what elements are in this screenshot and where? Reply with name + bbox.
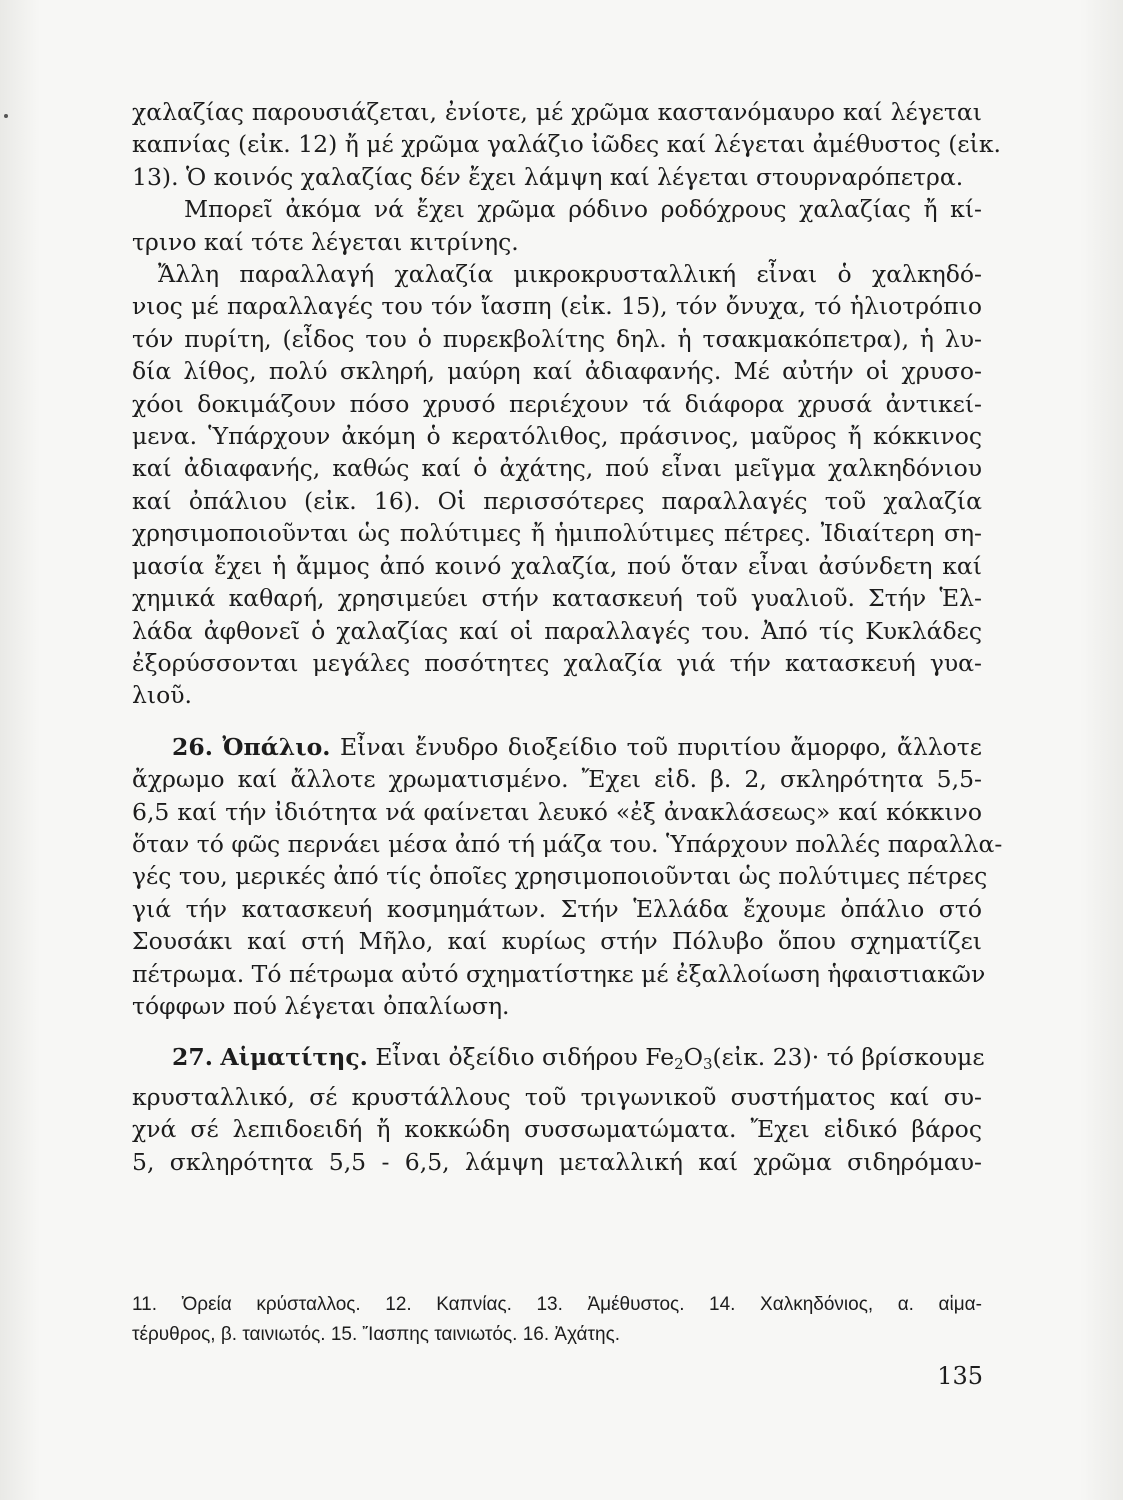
text-line: γιά τήν κατασκευή κοσμημάτων. Στήν Ἑλλάδα ἔχουμε ὀπάλιο στό [132, 894, 982, 923]
text-line: Μπορεῖ ἀκόμα νά ἔχει χρῶμα ρόδινο ροδόχρους χαλαζίας ἤ κί- [184, 195, 982, 224]
text-line: μασία ἔχει ἡ ἄμμος ἀπό κοινό χαλαζία, πού ὅταν εἶναι ἀσύνδετη καί [132, 551, 982, 580]
footnote-line: τέρυθρος, β. ταινιωτός. 15. Ἴασπης ταινιωτός. 16. Ἀχάτης. [132, 1324, 621, 1345]
text-line: 6,5 καί τήν ἰδιότητα νά φαίνεται λευκό «ἐξ ἀνακλάσεως» καί κόκκινο [132, 797, 982, 826]
section-27-title: Αἱματίτης. [220, 1043, 368, 1072]
text-line: τρινο καί τότε λέγεται κιτρίνης. [132, 227, 519, 256]
text-line: καπνίας (εἰκ. 12) ἤ μέ χρῶμα γαλάζιο ἰῶδες καί λέγεται ἀμέθυστος (εἰκ. [132, 130, 1001, 159]
text-line: λάδα ἀφθονεῖ ὁ χαλαζίας καί οἱ παραλλαγές του. Ἀπό τίς Κυκλάδες [132, 616, 982, 645]
text-line: χημικά καθαρή, χρησιμεύει στήν κατασκευή τοῦ γυαλιοῦ. Στήν Ἑλ- [132, 584, 982, 613]
text-line: ἐξορύσσονται μεγάλες ποσότητες χαλαζία γιά τήν κατασκευή γυα- [132, 648, 982, 677]
text-line: 5, σκληρότητα 5,5 - 6,5, λάμψη μεταλλική καί χρῶμα σιδηρόμαυ- [132, 1147, 982, 1176]
text-line: λιοῦ. [132, 681, 193, 710]
text-line: ὅταν τό φῶς περνάει μέσα ἀπό τή μάζα του. Ὑπάρχουν πολλές παραλλα- [132, 829, 1003, 858]
text-line: ἄχρωμο καί ἄλλοτε χρωματισμένο. Ἔχει εἰδ. β. 2, σκληρότητα 5,5- [132, 765, 982, 794]
text-line: 13). Ὁ κοινός χαλαζίας δέν ἔχει λάμψη καί λέγεται στουρναρόπετρα. [132, 162, 964, 191]
text-line: νιος μέ παραλλαγές του τόν ἴασπη (εἰκ. 15), τόν ὄνυχα, τό ἡλιοτρόπιο [132, 292, 982, 321]
section-26-first-line [132, 731, 982, 763]
text-line: πέτρωμα. Τό πέτρωμα αὐτό σχηματίστηκε μέ ἐξαλλοίωση ἡφαιστιακῶν [132, 959, 986, 988]
text-line: Σουσάκι καί στή Μῆλο, καί κυρίως στήν Πόλυβο ὅπου σχηματίζει [132, 927, 982, 956]
text-line: τόν πυρίτη, (εἶδος του ὁ πυρεκβολίτης δηλ. ἡ τσακμακόπετρα), ἡ λυ- [132, 324, 982, 353]
footnote-line: 11. Ὀρεία κρύσταλλος. 12. Καπνίας. 13. Ἀμέθυστος. 14. Χαλκηδόνιος, α. αἱμα- [132, 1294, 982, 1315]
text-line: χαλαζίας παρουσιάζεται, ἐνίοτε, μέ χρῶμα καστανόμαυρο καί λέγεται [132, 98, 982, 126]
scan-edge-mark [4, 114, 8, 118]
text-line: Ἄλλη παραλλαγή χαλαζία μικροκρυσταλλική εἶναι ὁ χαλκηδό- [158, 260, 982, 289]
main-text [132, 96, 1003, 1178]
text-line: γές του, μερικές ἀπό τίς ὁποῖες χρησιμοποιοῦνται ὡς πολύτιμες πέτρες [132, 862, 988, 891]
text-line: χρησιμοποιοῦνται ὡς πολύτιμες ἤ ἡμιπολύτιμες πέτρες. Ἰδιαίτερη ση- [132, 519, 982, 548]
text-line: δία λίθος, πολύ σκληρή, μαύρη καί ἀδιαφανής. Μέ αὐτήν οἱ χρυσο- [132, 357, 982, 386]
text-line: μενα. Ὑπάρχουν ἀκόμη ὁ κερατόλιθος, πράσινος, μαῦρος ἤ κόκκινος [132, 422, 982, 451]
text-line: κρυσταλλικό, σέ κρυστάλλους τοῦ τριγωνικοῦ συστήματος καί συ- [132, 1082, 982, 1111]
section-27-text: Εἶναι ὀξείδιο σιδήρου $Fe_2O_3(\varepsilon ἰ\kappa$. 23)· τό βρίσκουμε [375, 1043, 985, 1074]
text-line: τόφφων πού λέγεται ὀπαλίωση. [132, 991, 510, 1020]
section-26-text: Εἶναι ἔνυδρο διοξείδιο τοῦ πυριτίου ἄμορφο, ἄλλοτε [339, 732, 982, 761]
figure-captions-footnote [132, 1290, 982, 1350]
section-26-number: 26. [172, 732, 213, 761]
text-line: χόοι δοκιμάζουν πόσο χρυσό περιέχουν τά διάφορα χρυσά ἀντικεί- [132, 389, 982, 418]
section-26-title: Ὀπάλιο. [222, 732, 331, 761]
text-line: καί ἀδιαφανής, καθώς καί ὁ ἀχάτης, πού εἶναι μεῖγμα χαλκηδόνιου [132, 454, 982, 483]
text-line: χνά σέ λεπιδοειδή ἤ κοκκώδη συσσωματώματα. Ἔχει εἰδικό βάρος [132, 1115, 982, 1144]
page-number: 135 [937, 1362, 983, 1390]
text-line: καί ὀπάλιου (εἰκ. 16). Οἱ περισσότερες παραλλαγές τοῦ χαλαζία [132, 486, 982, 515]
section-27-number: 27. [172, 1043, 213, 1072]
section-27-first-line [132, 1041, 985, 1080]
